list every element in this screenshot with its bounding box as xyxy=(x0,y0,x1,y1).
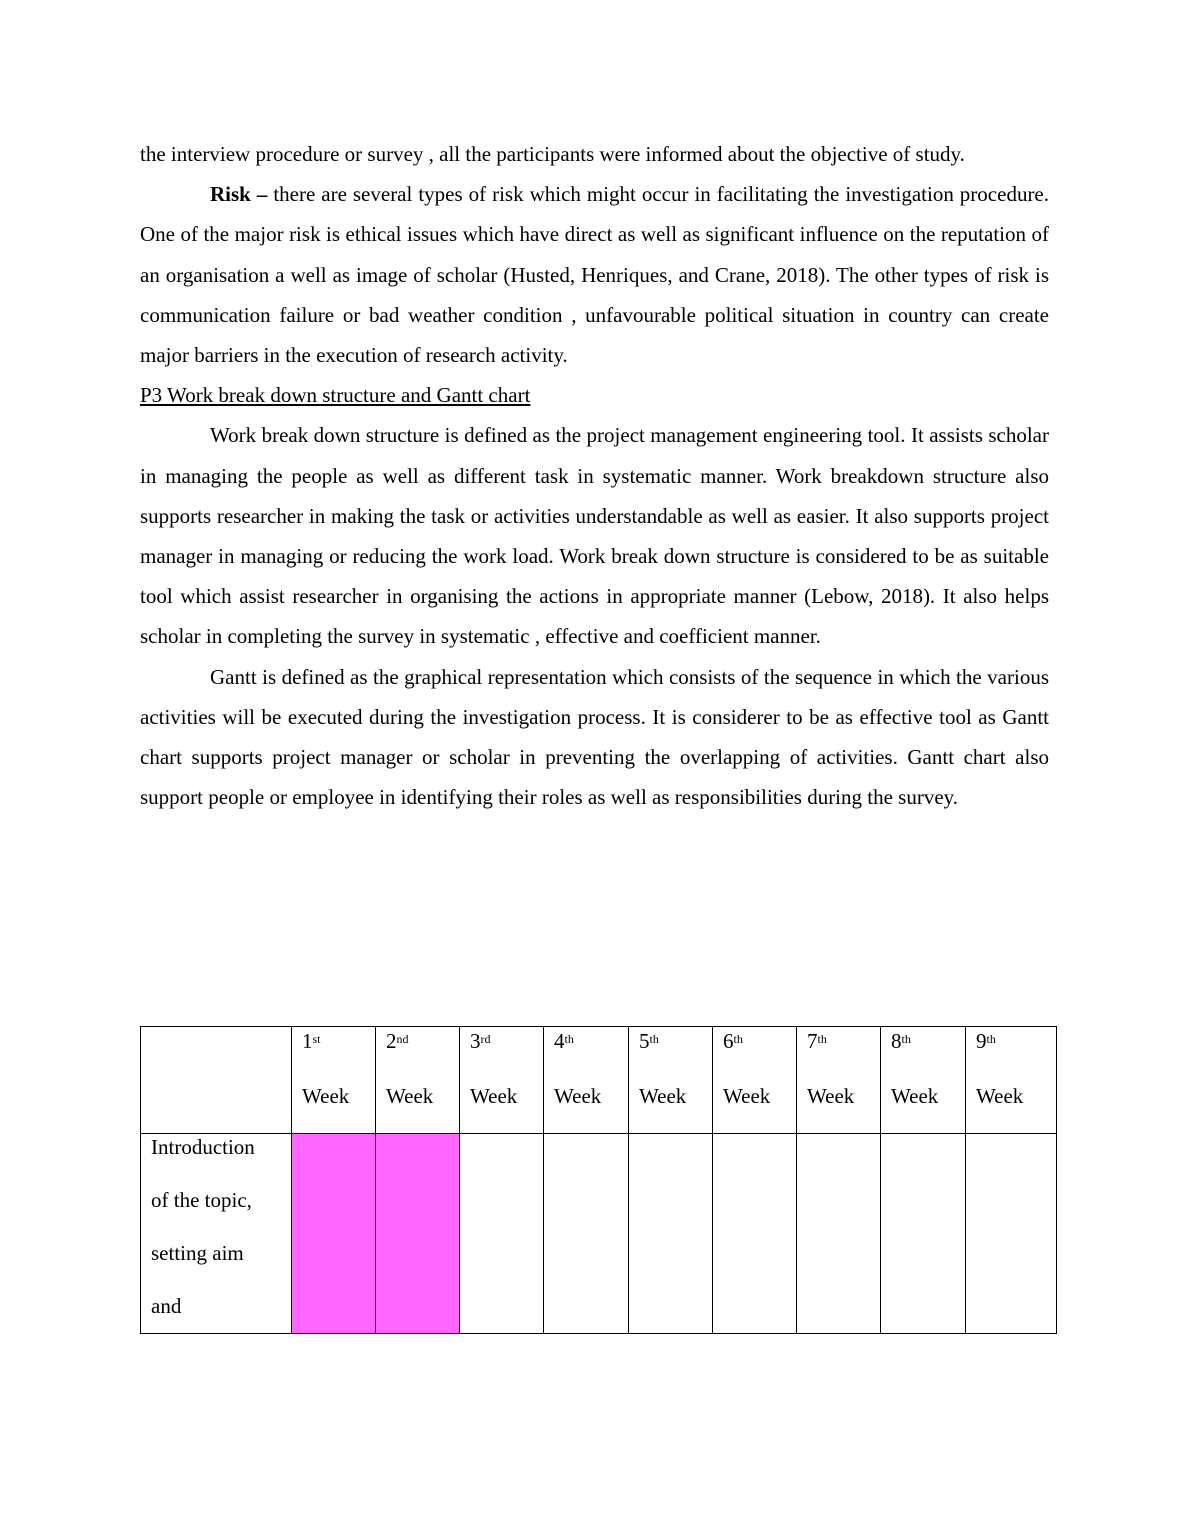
week-header-6: 6th Week xyxy=(713,1027,797,1134)
week-cell-3 xyxy=(460,1134,544,1334)
week-cell-9 xyxy=(966,1134,1057,1334)
week-cell-7 xyxy=(797,1134,881,1334)
risk-text: there are several types of risk which might occur in facilitating the investigation procedure. One of the major risk is ethical issues which have direct as well as significant influence on the reputation of an organisation a well as image of scholar (Husted, Henriques, and Crane, 2018). The other types of risk is communication failure or bad weather condition , unfavourable political situation in country can create major barriers in the execution of research activity. xyxy=(140,182,1050,368)
gantt-corner-cell xyxy=(141,1027,292,1134)
week-header-1: 1st Week xyxy=(292,1027,376,1134)
week-cell-2 xyxy=(376,1134,460,1334)
week-header-2: 2nd Week xyxy=(376,1027,460,1134)
week-header-3: 3rd Week xyxy=(460,1027,544,1134)
week-header-5: 5th Week xyxy=(629,1027,713,1134)
risk-label: Risk – xyxy=(210,182,268,207)
week-cell-8 xyxy=(881,1134,966,1334)
paragraph-risk xyxy=(140,174,1049,375)
week-cell-6 xyxy=(713,1134,797,1334)
task-label: Introduction of the topic, setting aim and xyxy=(151,1135,255,1318)
section-heading: P3 Work break down structure and Gantt chart xyxy=(140,383,531,408)
gantt-task-row xyxy=(141,1134,1057,1334)
document-body xyxy=(140,134,1049,817)
week-cell-5 xyxy=(629,1134,713,1334)
week-header-7: 7th Week xyxy=(797,1027,881,1134)
gantt-header-row xyxy=(141,1027,1057,1134)
paragraph-wbs: Work break down structure is defined as the project management engineering tool. It assists scholar in managing the people as well as different task in systematic manner. Work breakdown structure also supports researcher in making the task or activities understandable as well as easier. It also supports project manager in managing or reducing the work load. Work break down structure is considered to be as suitable tool which assist researcher in organising the actions in appropriate manner (Lebow, 2018). It also helps scholar in completing the survey in systematic , effective and coefficient manner. xyxy=(140,423,1049,649)
week-cell-4 xyxy=(544,1134,629,1334)
paragraph-participants: the interview procedure or survey , all the participants were informed about the objective of study. xyxy=(140,142,965,166)
week-header-9: 9th Week xyxy=(966,1027,1057,1134)
paragraph-gantt: Gantt is defined as the graphical representation which consists of the sequence in which the various activities will be executed during the investigation process. It is considerer to be as effective tool as Gantt chart supports project manager or scholar in preventing the overlapping of activities. Gantt chart also support people or employee in identifying their roles as well as responsibilities during the survey. xyxy=(140,664,1049,810)
gantt-table xyxy=(140,1026,1057,1334)
week-header-8: 8th Week xyxy=(881,1027,966,1134)
week-header-4: 4th Week xyxy=(544,1027,629,1134)
task-label-cell xyxy=(141,1134,292,1334)
week-cell-1 xyxy=(292,1134,376,1334)
